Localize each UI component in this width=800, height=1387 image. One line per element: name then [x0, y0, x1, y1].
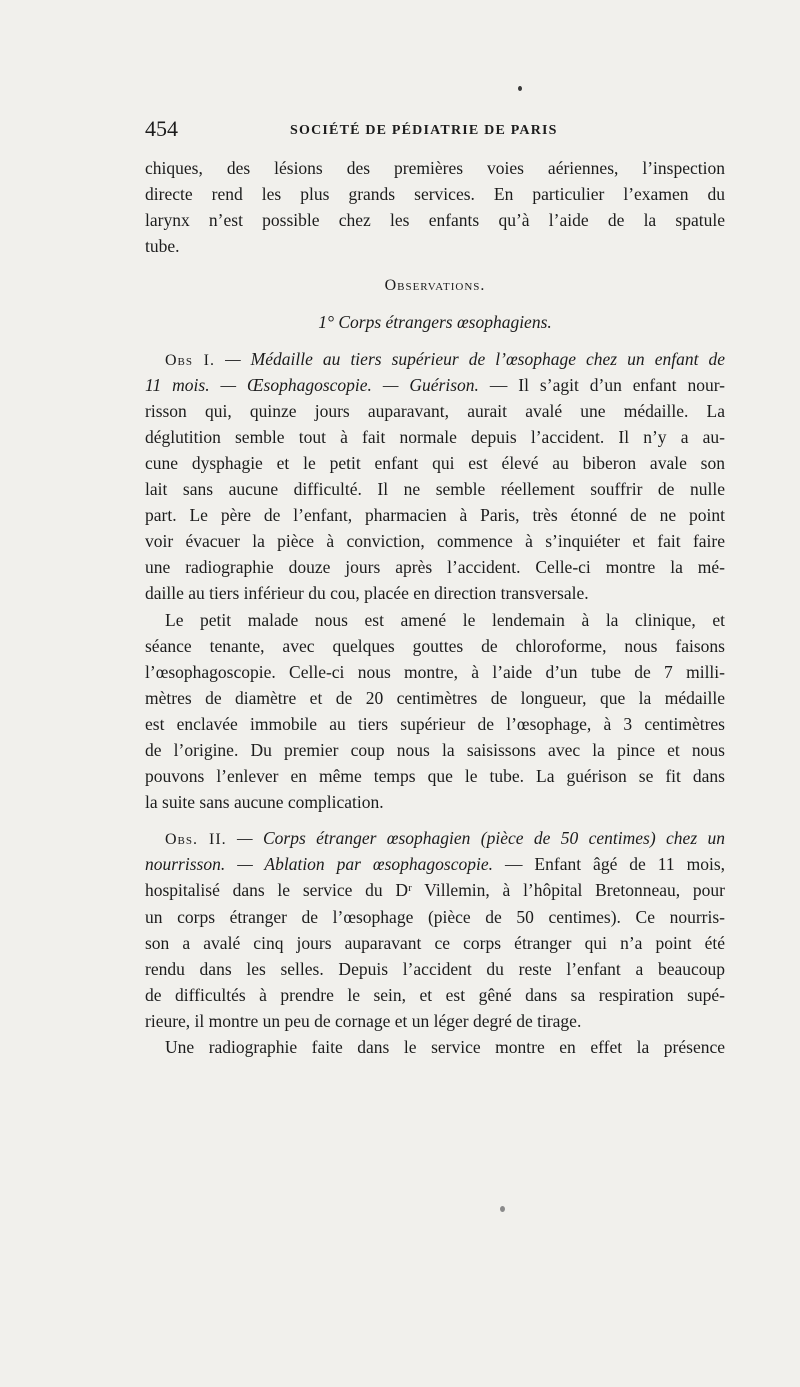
text-line: séance tenante, avec quelques gouttes de chloroforme, nous faisons — [145, 635, 725, 656]
obs2-title: — Corps étranger œsophagien (pièce de 50 centimes) chez un — [237, 828, 725, 849]
text-line: l’œsophagoscopie. Celle-ci nous montre, à l’aide d’un tube de 7 milli- — [145, 661, 725, 682]
obs1-heading-2: 11 mois. — Œsophagoscopie. — Guérison. — Il s’agit d’un enfant nour- — [145, 374, 725, 395]
text-line: Le petit malade nous est amené le lendemain à la clinique, et — [165, 609, 725, 630]
text-line: rendu dans les selles. Depuis l’accident du reste l’enfant a beaucoup — [145, 958, 725, 979]
text-line: lait sans aucune difficulté. Il ne semble réellement souffrir de nulle — [145, 479, 725, 500]
body-text — [145, 155, 725, 1060]
running-title: SOCIÉTÉ DE PÉDIATRIE DE PARIS — [290, 123, 558, 138]
text-line: rieure, il montre un peu de cornage et un léger degré de tirage. — [145, 1010, 582, 1031]
obs2-title-2: nourrisson. — Ablation par œsophagoscopie. — [145, 854, 493, 875]
obs2-heading — [145, 825, 725, 851]
ink-speck — [518, 86, 522, 91]
text-line: une radiographie douze jours après l’accident. Celle-ci montre la mé- — [145, 557, 725, 578]
section-title: Observations. — [384, 277, 486, 295]
page-number: 454 — [145, 116, 178, 141]
text-line: un corps étranger de l’œsophage (pièce de 50 centimes). Ce nourris- — [145, 906, 725, 927]
text-line: chiques, des lésions des premières voies aériennes, l’inspection — [145, 158, 725, 178]
text-line: de difficultés à prendre le sein, et est gêné dans sa respiration supé- — [145, 984, 725, 1005]
text-line: tube. — [145, 236, 180, 257]
text-line: directe rend les plus grands services. En particulier l’examen du — [145, 184, 725, 205]
text-line: la suite sans aucune complication. — [145, 792, 384, 813]
obs2-heading-2: nourrisson. — Ablation par œsophagoscopie. — Enfant âgé de 11 mois, — [145, 854, 725, 875]
text-line: larynx n’est possible chez les enfants qu’à l’aide de la spatule — [145, 210, 725, 231]
obs1-label: Obs I. — [165, 351, 216, 369]
text-line: son a avalé cinq jours auparavant ce corps étranger qui n’a point été — [145, 932, 725, 953]
obs1-title: — Médaille au tiers supérieur de l’œsophage chez un enfant de — [225, 348, 725, 369]
text-line: daille au tiers inférieur du cou, placée en direction transversale. — [145, 583, 589, 604]
text-line: déglutition semble tout à fait normale depuis l’accident. Il n’y a au- — [145, 426, 725, 447]
text-line: voir évacuer la pièce à conviction, commence à s’inquiéter et fait faire — [145, 531, 725, 552]
text-line: mètres de diamètre et de 20 centimètres de longueur, que la médaille — [145, 687, 725, 708]
text-line: Une radiographie faite dans le service montre en effet la présence — [165, 1037, 725, 1057]
obs1-heading — [145, 346, 725, 372]
text-line: pouvons l’enlever en même temps que le tube. La guérison se fit dans — [145, 766, 725, 787]
page-header — [145, 116, 725, 146]
subsection-title: 1° Corps étrangers œsophagiens. — [318, 312, 552, 333]
text-line: est enclavée immobile au tiers supérieur de l’œsophage, à 3 centimètres — [145, 713, 725, 734]
text-line: de l’origine. Du premier coup nous la saisissons avec la pince et nous — [145, 739, 725, 760]
obs2-label: Obs. II. — [165, 831, 227, 849]
text-line: hospitalisé dans le service du Dʳ Villemin, à l’hôpital Bretonneau, pour — [145, 880, 725, 901]
obs1-title-2: 11 mois. — Œsophagoscopie. — Guérison. — [145, 374, 479, 395]
ink-speck — [500, 1206, 505, 1212]
text-line: risson qui, quinze jours auparavant, aurait avalé une médaille. La — [145, 400, 725, 421]
text-line: cune dysphagie et le petit enfant qui est élevé au biberon avale son — [145, 452, 725, 473]
text-line: part. Le père de l’enfant, pharmacien à Paris, très étonné de ne point — [145, 505, 725, 526]
